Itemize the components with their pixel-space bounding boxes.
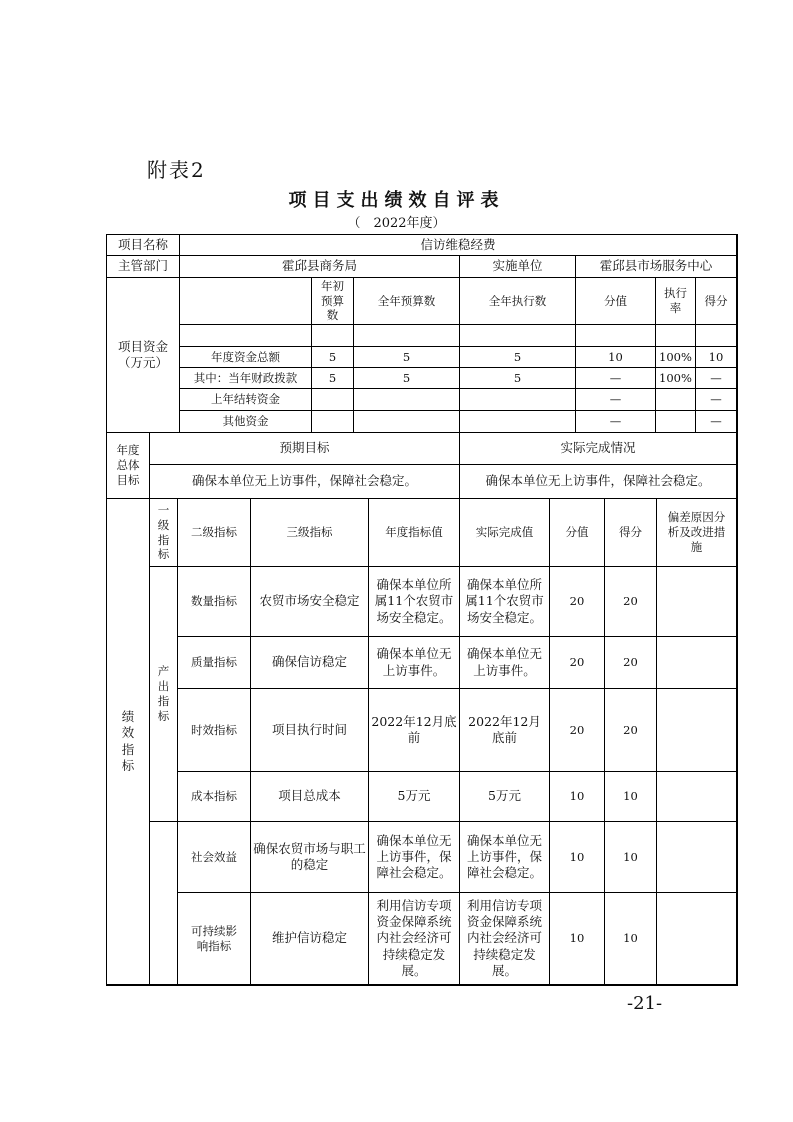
perf-header-score-value: 分值	[550, 499, 605, 567]
indicator-note	[657, 822, 737, 893]
fund-budget: 5	[354, 368, 460, 389]
self-evaluation-table	[106, 234, 738, 986]
empty-cell	[354, 325, 460, 347]
fund-exec	[460, 411, 576, 433]
indicator-level3: 维护信访稳定	[251, 893, 369, 985]
indicator-score-value: 20	[550, 689, 605, 772]
indicator-score-value: 10	[550, 822, 605, 893]
fund-score-value: 10	[576, 347, 656, 368]
perf-header-level3: 三级指标	[251, 499, 369, 567]
empty-cell	[460, 325, 576, 347]
funds-header-blank	[180, 278, 312, 325]
indicator-level2: 数量指标	[178, 567, 251, 637]
fund-initial: 5	[312, 347, 354, 368]
indicator-level2: 可持续影响指标	[178, 893, 251, 985]
fund-header-exec: 全年执行数	[460, 278, 576, 325]
indicator-note	[657, 567, 737, 637]
indicator-score: 10	[605, 822, 657, 893]
indicator-score: 20	[605, 567, 657, 637]
perf-header-score: 得分	[605, 499, 657, 567]
perf-header-note: 偏差原因分析及改进措施	[657, 499, 737, 567]
goal-header-actual: 实际完成情况	[460, 433, 737, 465]
fund-row-label: 上年结转资金	[180, 389, 312, 411]
empty-cell	[180, 325, 312, 347]
indicator-target: 利用信访专项资金保障系统内社会经济可持续稳定发展。	[369, 893, 460, 985]
indicator-level3: 项目总成本	[251, 772, 369, 822]
empty-cell	[576, 325, 656, 347]
fund-initial	[312, 411, 354, 433]
fund-header-initial: 年初预算数	[312, 278, 354, 325]
fund-score: —	[696, 368, 737, 389]
indicator-target: 2022年12月底前	[369, 689, 460, 772]
indicator-actual: 确保本单位无上访事件，保障社会稳定。	[460, 822, 550, 893]
indicator-level3: 确保信访稳定	[251, 637, 369, 689]
fund-exec: 5	[460, 368, 576, 389]
indicator-actual: 确保本单位所属11个农贸市场安全稳定。	[460, 567, 550, 637]
funds-label: 项目资金（万元）	[107, 278, 180, 433]
fund-rate	[656, 411, 696, 433]
indicator-note	[657, 689, 737, 772]
fund-initial: 5	[312, 368, 354, 389]
fund-header-score: 得分	[696, 278, 737, 325]
fund-row-label: 年度资金总额	[180, 347, 312, 368]
empty-cell	[656, 325, 696, 347]
indicator-score: 20	[605, 689, 657, 772]
indicator-level2: 时效指标	[178, 689, 251, 772]
indicator-score-value: 20	[550, 567, 605, 637]
indicator-level3: 农贸市场安全稳定	[251, 567, 369, 637]
appendix-label: 附表2	[147, 158, 206, 182]
indicator-level3: 项目执行时间	[251, 689, 369, 772]
perf-header-actual: 实际完成值	[460, 499, 550, 567]
indicator-actual: 确保本单位无上访事件。	[460, 637, 550, 689]
fund-score: —	[696, 389, 737, 411]
indicator-target: 确保本单位所属11个农贸市场安全稳定。	[369, 567, 460, 637]
indicator-target: 确保本单位无上访事件。	[369, 637, 460, 689]
goal-header-expected: 预期目标	[150, 433, 460, 465]
indicator-level2: 质量指标	[178, 637, 251, 689]
indicator-score-value: 20	[550, 637, 605, 689]
perf-label: 绩效指标	[107, 499, 150, 985]
project-name-label: 项目名称	[107, 235, 180, 256]
empty-cell	[696, 325, 737, 347]
indicator-actual: 5万元	[460, 772, 550, 822]
fund-exec	[460, 389, 576, 411]
goal-expected: 确保本单位无上访事件，保障社会稳定。	[150, 465, 460, 499]
project-name-value: 信访维稳经费	[180, 235, 737, 256]
indicator-note	[657, 637, 737, 689]
indicator-target: 确保本单位无上访事件，保障社会稳定。	[369, 822, 460, 893]
indicator-score-value: 10	[550, 893, 605, 985]
fund-score-value: —	[576, 368, 656, 389]
indicator-actual: 2022年12月底前	[460, 689, 550, 772]
unit-label: 实施单位	[460, 256, 576, 278]
perf-header-level2: 二级指标	[178, 499, 251, 567]
fund-header-rate: 执行率	[656, 278, 696, 325]
indicator-actual: 利用信访专项资金保障系统内社会经济可持续稳定发展。	[460, 893, 550, 985]
fund-rate: 100%	[656, 347, 696, 368]
fund-score: —	[696, 411, 737, 433]
fund-row-label: 其他资金	[180, 411, 312, 433]
indicator-note	[657, 772, 737, 822]
fund-budget	[354, 411, 460, 433]
dept-value: 霍邱县商务局	[180, 256, 460, 278]
indicator-note	[657, 893, 737, 985]
page-number: -21-	[627, 993, 663, 1014]
goal-actual: 确保本单位无上访事件，保障社会稳定。	[460, 465, 737, 499]
unit-value: 霍邱县市场服务中心	[576, 256, 737, 278]
fund-initial	[312, 389, 354, 411]
indicator-score: 10	[605, 772, 657, 822]
fund-exec: 5	[460, 347, 576, 368]
indicator-score-value: 10	[550, 772, 605, 822]
empty-cell	[312, 325, 354, 347]
indicator-level2: 社会效益	[178, 822, 251, 893]
perf-header-level1: 一级指标	[150, 499, 178, 567]
fund-rate	[656, 389, 696, 411]
fund-header-budget: 全年预算数	[354, 278, 460, 325]
indicator-level2: 成本指标	[178, 772, 251, 822]
fund-score: 10	[696, 347, 737, 368]
indicator-score: 20	[605, 637, 657, 689]
fund-header-score-value: 分值	[576, 278, 656, 325]
dept-label: 主管部门	[107, 256, 180, 278]
fund-budget	[354, 389, 460, 411]
level1-output: 产出指标	[150, 567, 178, 822]
perf-header-target: 年度指标值	[369, 499, 460, 567]
fund-rate: 100%	[656, 368, 696, 389]
fund-score-value: —	[576, 411, 656, 433]
fund-budget: 5	[354, 347, 460, 368]
fund-row-label: 其中：当年财政拨款	[180, 368, 312, 389]
goal-label: 年度总体目标	[107, 433, 150, 499]
page-title: 项目支出绩效自评表	[288, 190, 505, 211]
year-label: （ 2022年度）	[347, 216, 446, 231]
fund-score-value: —	[576, 389, 656, 411]
indicator-score: 10	[605, 893, 657, 985]
indicator-level3: 确保农贸市场与职工的稳定	[251, 822, 369, 893]
indicator-target: 5万元	[369, 772, 460, 822]
level1-benefit	[150, 822, 178, 985]
